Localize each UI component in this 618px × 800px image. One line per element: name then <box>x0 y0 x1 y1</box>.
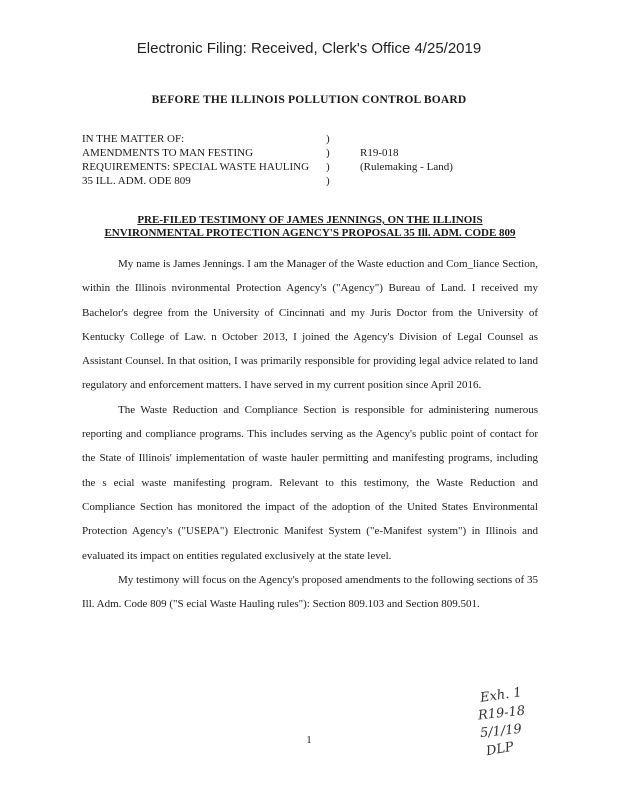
page-number: 1 <box>306 734 312 746</box>
caption-matter-lines <box>82 132 342 188</box>
caption-paren: ) <box>326 147 330 159</box>
exhibit-initials: DLP <box>484 739 515 760</box>
testimony-title-line: ENVIRONMENTAL PROTECTION AGENCY'S PROPOSAL 35 Ill. ADM. CODE 809 <box>104 227 516 239</box>
caption-line: 35 ILL. ADM. ODE 809 <box>82 175 191 187</box>
exhibit-stamp-handwritten <box>476 685 546 760</box>
docket-type: (Rulemaking - Land) <box>360 161 453 173</box>
docket-info <box>360 146 453 174</box>
testimony-title-line: PRE-FILED TESTIMONY OF JAMES JENNINGS, ON THE ILLINOIS <box>137 214 483 226</box>
docket-number: R19-018 <box>360 147 399 159</box>
paragraph: My testimony will focus on the Agency's proposed amendments to the following sections of 35 Ill. Adm. Code 809 ("S ecial Waste Hauling rules"): Section 809.103 and Section 809.501. <box>82 573 538 611</box>
paragraph: My name is James Jennings. I am the Manager of the Waste eduction and Com_liance Section, within the Illinois nvironmental Protection Agency's ("Agency") Bureau of Land. I received my Bachelor's degree from the University of Cincinnati and my Juris Doctor from the University of Kentucky College of Law. n October 2013, I joined the Agency's Division of Legal Counsel as Assistant Counsel. In that osition, I was primarily responsible for providing legal advice related to land regulatory and enforcement matters. I have served in my current position since April 2016. <box>82 258 538 392</box>
caption-paren: ) <box>326 133 330 145</box>
electronic-filing-header: Electronic Filing: Received, Clerk's Office 4/25/2019 <box>136 40 482 57</box>
board-title: BEFORE THE ILLINOIS POLLUTION CONTROL BOARD <box>151 94 467 106</box>
caption-paren: ) <box>326 161 330 173</box>
testimony-body <box>82 252 538 616</box>
caption-paren: ) <box>326 175 330 187</box>
caption-parens <box>326 132 338 188</box>
caption-line: REQUIREMENTS: SPECIAL WASTE HAULING <box>82 161 310 173</box>
exhibit-docket: R19-18 <box>477 703 526 724</box>
caption-line: AMENDMENTS TO MAN FESTING <box>82 147 254 159</box>
exhibit-label: Exh. 1 <box>479 685 523 706</box>
testimony-title <box>80 214 540 240</box>
paragraph: The Waste Reduction and Compliance Section is responsible for administering numerous reporting and compliance programs. This includes serving as the Agency's public point of contact for the State of Illinois' implementation of waste hauler permitting and manifesting programs, including the s ecial waste manifesting program. Relevant to this testimony, the Waste Reduction and Compliance Section has monitored the impact of the adoption of the United States Environmental Protection Agency's ("USEPA") Electronic Manifest System ("e-Manifest system") in Illinois and evaluated its impact on entities regulated exclusively at the state level. <box>82 403 538 562</box>
exhibit-date: 5/1/19 <box>479 721 523 742</box>
caption-line: IN THE MATTER OF: <box>82 133 185 145</box>
